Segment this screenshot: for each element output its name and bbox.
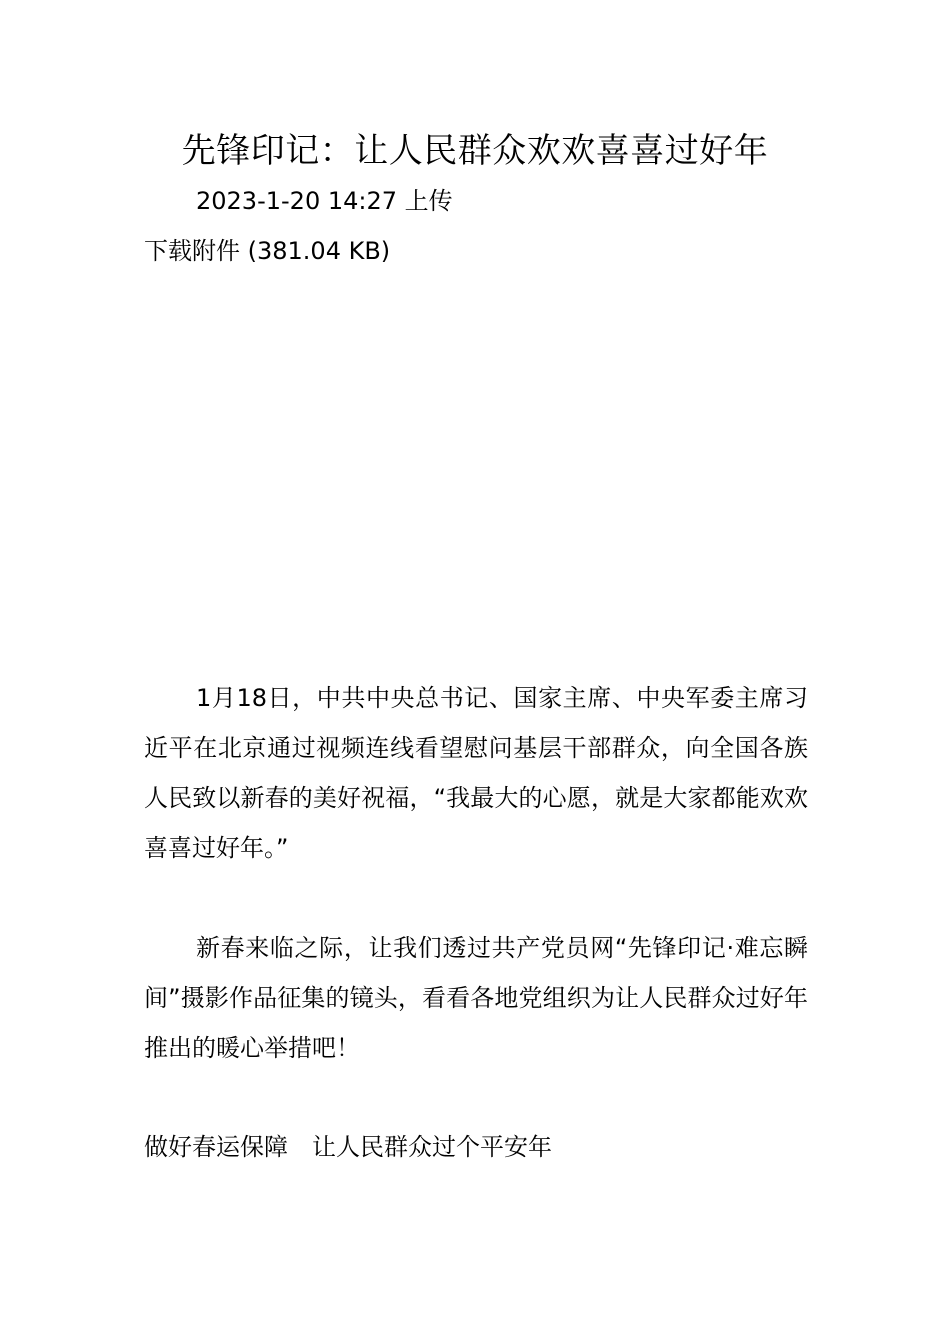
article-paragraph: 新春来临之际，让我们透过共产党员网“先锋印记·难忘瞬间”摄影作品征集的镜头，看看各地党组织为让人民群众过好年推出的暖心举措吧！ — [144, 934, 808, 1062]
download-attachment-link[interactable]: 下载附件 (381.04 KB) — [144, 237, 391, 265]
article-paragraph: 1月18日，中共中央总书记、国家主席、中央军委主席习近平在北京通过视频连线看望慰问基层干部群众，向全国各族人民致以新春的美好祝福，“我最大的心愿，就是大家都能欢欢喜喜过好年。” — [144, 684, 808, 862]
section-subheading: 做好春运保障 让人民群众过个平安年 — [144, 1133, 552, 1161]
upload-timestamp: 2023-1-20 14:27 上传 — [196, 187, 453, 215]
article-title: 先锋印记：让人民群众欢欢喜喜过好年 — [181, 131, 769, 171]
